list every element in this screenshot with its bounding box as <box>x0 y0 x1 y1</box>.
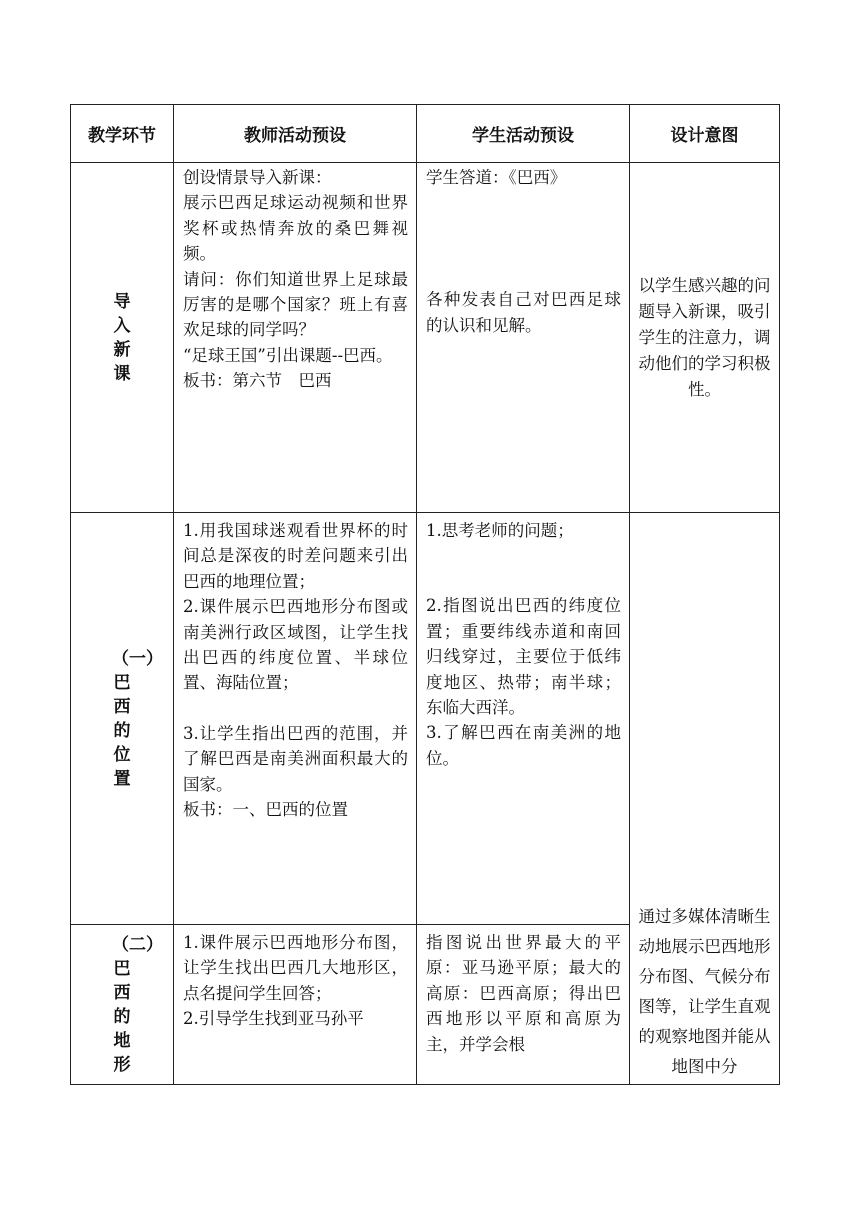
header-teacher-activity: 教师活动预设 <box>174 105 417 163</box>
teacher-line: 1.课件展示巴西地形分布图，让学生找出巴西几大地形区，点名提问学生回答； <box>183 933 408 1003</box>
teacher-line: 板书：一、巴西的位置 <box>183 800 348 820</box>
teacher-line: 2.课件展示巴西地形分布图或南美洲行政区域图，让学生找出巴西的纬度位置、半球位置、海陆位置； <box>183 597 408 693</box>
header-student-activity: 学生活动预设 <box>417 105 630 163</box>
student-line: 学生答道：《巴西》 <box>426 168 567 187</box>
student-line: 指图说出世界最大的平原：亚马逊平原；最大的高原：巴西高原；得出巴西地形以平原和高原为主，并学会根 <box>426 933 621 1054</box>
student-activity-cell <box>417 925 630 1085</box>
table-row <box>71 513 780 925</box>
student-activity-cell <box>417 513 630 925</box>
section-label: （一）巴西的位置 <box>71 513 174 925</box>
teacher-line: “足球王国”引出课题--巴西。 <box>183 345 393 365</box>
teacher-line: 请问：你们知道世界上足球最厉害的是哪个国家？班上有喜欢足球的同学吗？ <box>183 269 408 340</box>
student-activity-cell <box>417 163 630 513</box>
student-line: 各种发表自己对巴西足球的认识和见解。 <box>426 290 621 335</box>
lesson-plan-table <box>70 104 780 1085</box>
teacher-line: 创设情景导入新课： <box>183 168 332 187</box>
table-header-row <box>71 105 780 163</box>
section-label: 导入新课 <box>71 163 174 513</box>
teacher-line: 2.引导学生找到亚马孙平 <box>183 1009 364 1029</box>
header-teaching-stage: 教学环节 <box>71 105 174 163</box>
teacher-activity-cell <box>174 513 417 925</box>
design-intent-cell: 通过多媒体清晰生动地展示巴西地形分布图、气候分布图等，让学生直观的观察地图并能从地图中分 <box>630 513 780 1085</box>
teacher-activity-cell <box>174 163 417 513</box>
teacher-line: 3.让学生指出巴西的范围，并了解巴西是南美洲面积最大的国家。 <box>183 723 408 794</box>
design-intent-cell: 以学生感兴趣的问题导入新课，吸引学生的注意力，调动他们的学习积极性。 <box>630 163 780 513</box>
table-row <box>71 163 780 513</box>
teacher-line: 1.用我国球迷观看世界杯的时间总是深夜的时差问题来引出巴西的地理位置； <box>183 521 408 591</box>
student-line: 2.指图说出巴西的纬度位置；重要纬线赤道和南回归线穿过，主要位于低纬度地区、热带；南半球；东临大西洋。 <box>426 596 621 718</box>
header-design-intent: 设计意图 <box>630 105 780 163</box>
teacher-line: 展示巴西足球运动视频和世界奖杯或热情奔放的桑巴舞视频。 <box>183 193 408 264</box>
teacher-line: 板书：第六节 巴西 <box>183 371 332 391</box>
student-line: 3.了解巴西在南美洲的地位。 <box>426 723 621 768</box>
teacher-activity-cell <box>174 925 417 1085</box>
section-label: （二）巴西的地形 <box>71 925 174 1085</box>
student-line: 1.思考老师的问题； <box>426 521 574 540</box>
